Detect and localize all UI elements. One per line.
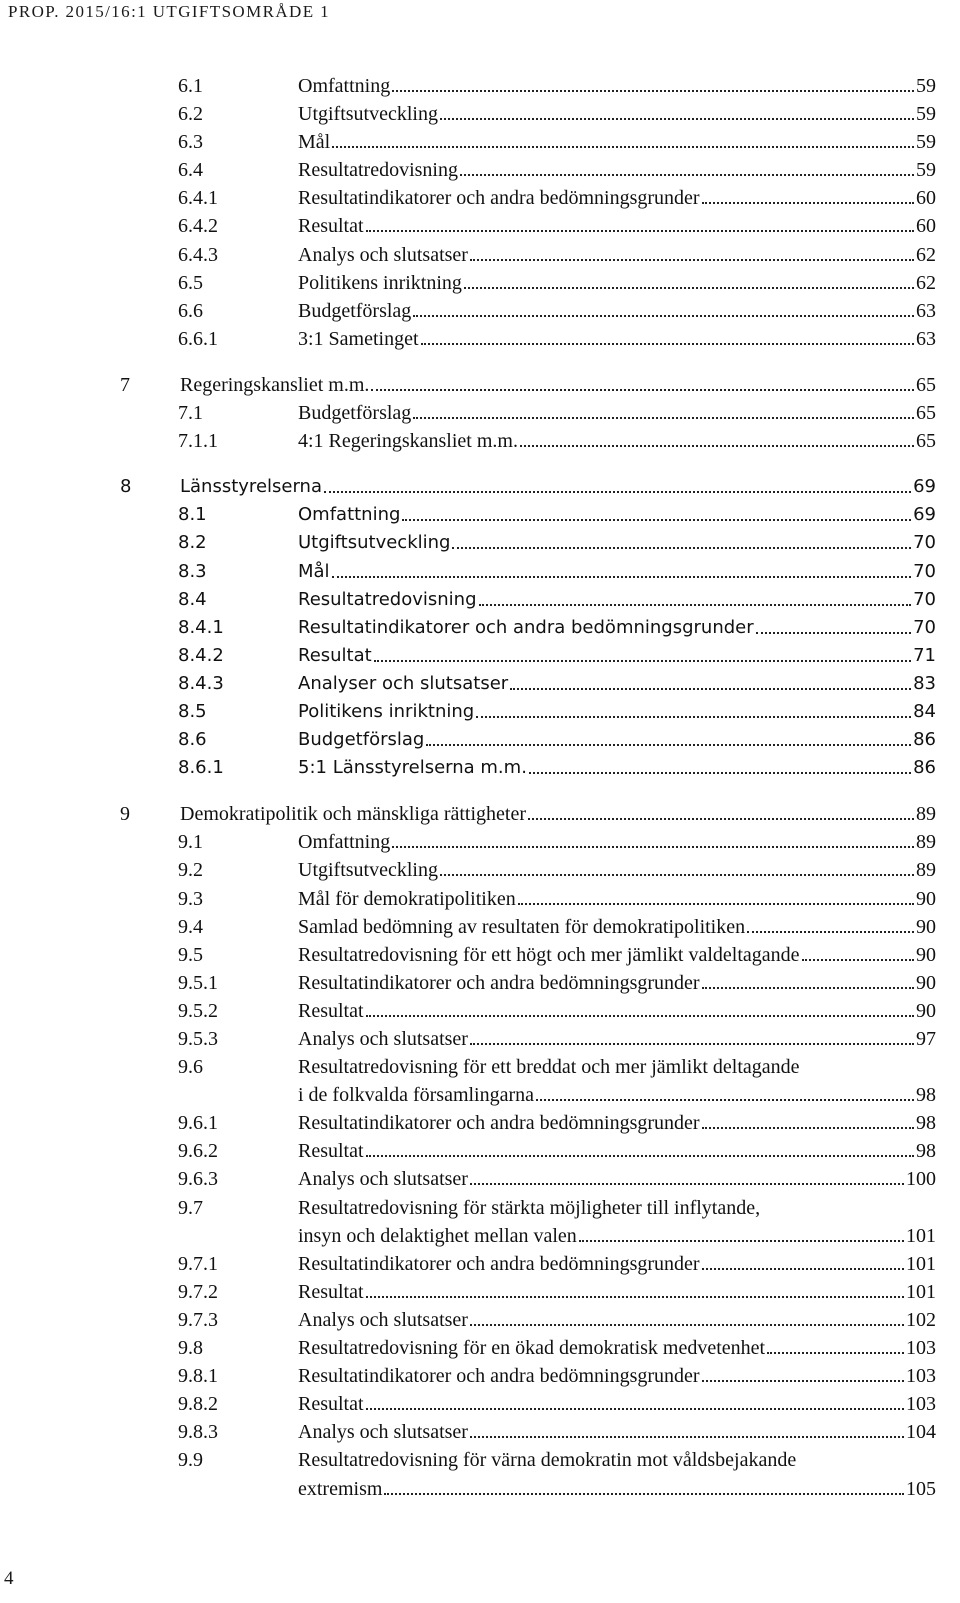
dot-leader — [702, 1109, 914, 1129]
toc-entry-number: 6.1 — [178, 75, 203, 97]
dot-leader — [767, 1334, 904, 1354]
toc-entry-number: 9.7 — [178, 1196, 203, 1219]
toc-entry-number: 9.7.2 — [178, 1280, 218, 1303]
toc-entry-page: 65 — [916, 402, 936, 425]
toc-entry-title: Budgetförslag — [298, 299, 412, 322]
dot-leader — [520, 427, 914, 447]
dot-leader — [479, 586, 912, 606]
toc-entry[interactable] — [0, 1362, 960, 1390]
toc-entry-title: Budgetförslag — [298, 402, 412, 425]
toc-entry-title: Resultat — [298, 1393, 364, 1416]
dot-leader — [421, 325, 914, 345]
dot-leader — [366, 1390, 904, 1410]
toc-entry[interactable] — [0, 670, 960, 698]
toc-entry-title: Politikens inriktning — [298, 700, 475, 722]
dot-leader — [747, 913, 914, 933]
dot-leader — [470, 1025, 914, 1045]
toc-entry[interactable] — [0, 1053, 960, 1081]
toc-entry[interactable] — [0, 1390, 960, 1418]
toc-entry-title: Resultatindikatorer och andra bedömningsgrunder — [298, 1112, 700, 1135]
dot-leader — [392, 72, 914, 92]
dot-leader — [470, 241, 914, 261]
toc-entry[interactable] — [0, 586, 960, 614]
toc-entry[interactable] — [0, 184, 960, 212]
toc-entry[interactable] — [0, 399, 960, 427]
toc-entry-page: 65 — [916, 373, 936, 396]
toc-entry-page: 71 — [913, 644, 936, 666]
toc-entry-page: 98 — [916, 1140, 936, 1163]
toc-entry-title: Budgetförslag — [298, 729, 425, 751]
dot-leader — [460, 156, 914, 176]
toc-entry-title: Resultat — [298, 1280, 364, 1303]
toc-entry-number: 8.4.2 — [178, 644, 224, 666]
toc-entry-page: 86 — [913, 757, 936, 779]
toc-entry-page: 100 — [906, 1168, 936, 1191]
dot-leader — [536, 1081, 914, 1101]
toc-entry[interactable] — [0, 529, 960, 557]
page-number: 4 — [4, 1568, 14, 1589]
toc-entry-number: 9.6.2 — [178, 1140, 218, 1163]
toc-entry-page: 98 — [916, 1112, 936, 1135]
toc-entry[interactable] — [0, 128, 960, 156]
toc-entry-page: 84 — [913, 700, 936, 722]
toc-entry-page: 86 — [913, 729, 936, 751]
toc-entry-number: 9.5.2 — [178, 999, 218, 1022]
toc-entry[interactable] — [0, 1137, 960, 1165]
toc-entry-number: 8.6 — [178, 729, 207, 751]
dot-leader — [802, 941, 914, 961]
toc-entry-number: 6.5 — [178, 271, 203, 294]
toc-entry[interactable] — [0, 614, 960, 642]
toc-entry[interactable] — [0, 1109, 960, 1137]
toc-entry-page: 89 — [916, 803, 936, 826]
dot-leader — [470, 1165, 904, 1185]
toc-entry-number: 9.5.1 — [178, 971, 218, 994]
toc-entry-number: 9.8 — [178, 1337, 203, 1360]
toc-entry[interactable] — [0, 698, 960, 726]
toc-entry-page: 89 — [916, 859, 936, 882]
dot-leader — [371, 371, 914, 391]
dot-leader — [470, 1418, 904, 1438]
toc-entry[interactable] — [0, 1250, 960, 1278]
toc-entry-title: Resultat — [298, 644, 372, 666]
dot-leader — [413, 297, 914, 317]
toc-entry-title: Resultat — [298, 215, 364, 238]
toc-entry-title: Analys och slutsatser — [298, 1028, 468, 1050]
toc-entry[interactable] — [0, 941, 960, 969]
toc-entry[interactable] — [0, 427, 960, 455]
dot-leader — [426, 726, 911, 746]
dot-leader — [470, 1306, 904, 1326]
toc-entry-number: 9.6.1 — [178, 1112, 218, 1135]
dot-leader — [366, 997, 914, 1017]
toc-entry-title: Mål för demokratipolitiken — [298, 887, 516, 910]
dot-leader — [452, 529, 911, 549]
toc-entry-number: 8.4 — [178, 588, 207, 610]
toc-entry-title: Resultat — [298, 1140, 364, 1163]
toc-entry-number: 9.1 — [178, 831, 203, 854]
toc-chapter-entry[interactable] — [0, 473, 960, 501]
toc-entry-number: 9 — [120, 803, 130, 826]
toc-entry[interactable] — [0, 913, 960, 941]
toc-entry-page: 59 — [916, 103, 936, 126]
toc-entry-title: Resultatredovisning — [298, 159, 458, 182]
toc-entry-title: Analys och slutsatser — [298, 1308, 468, 1331]
dot-leader — [528, 800, 914, 820]
toc-chapter-entry[interactable] — [0, 800, 960, 828]
toc-entry-page: 60 — [916, 187, 936, 210]
dot-leader — [324, 473, 911, 493]
toc-entry-number: 9.2 — [178, 859, 203, 882]
toc-entry-title: Länsstyrelserna — [180, 476, 322, 498]
toc-entry[interactable] — [0, 997, 960, 1025]
toc-entry[interactable] — [0, 1194, 960, 1222]
toc-entry-number: 8.2 — [178, 532, 207, 554]
toc-entry-page: 90 — [916, 971, 936, 994]
toc-entry-number: 6.4.2 — [178, 215, 218, 238]
toc-entry-title: Resultatindikatorer och andra bedömningsgrunder — [298, 1252, 700, 1275]
toc-entry-number: 9.7.3 — [178, 1308, 218, 1331]
toc-entry-title-continuation: extremism — [298, 1477, 383, 1500]
dot-leader — [440, 100, 914, 120]
dot-leader — [579, 1222, 904, 1242]
dot-leader — [702, 1250, 904, 1270]
toc-entry-page: 59 — [916, 75, 936, 97]
toc-entry-number: 6.2 — [178, 103, 203, 126]
toc-entry-number: 9.6.3 — [178, 1168, 218, 1191]
toc-entry[interactable] — [0, 885, 960, 913]
dot-leader — [529, 754, 911, 774]
toc-entry-title: Resultat — [298, 999, 364, 1022]
toc-entry-title: Resultatredovisning för värna demokratin mot våldsbejakande — [298, 1449, 797, 1472]
toc-entry[interactable] — [0, 501, 960, 529]
toc-entry[interactable] — [0, 1446, 960, 1474]
toc-entry-title-continuation: insyn och delaktighet mellan valen — [298, 1224, 577, 1247]
toc-entry-page: 101 — [906, 1224, 936, 1247]
toc-entry-title: Utgiftsutveckling — [298, 859, 438, 882]
toc-entry-number: 9.3 — [178, 887, 203, 910]
toc-entry-title: 5:1 Länsstyrelserna m.m. — [298, 757, 527, 779]
toc-entry-title: 4:1 Regeringskansliet m.m. — [298, 430, 518, 453]
toc-entry-title: Utgiftsutveckling — [298, 532, 451, 554]
toc-entry-continuation[interactable] — [0, 1222, 960, 1250]
toc-entry[interactable] — [0, 856, 960, 884]
toc-entry-page: 101 — [906, 1280, 936, 1303]
toc-entry-title: Samlad bedömning av resultaten för demokratipolitiken — [298, 915, 746, 938]
toc-entry[interactable] — [0, 156, 960, 184]
toc-entry-title: Utgiftsutveckling — [298, 103, 438, 126]
toc-entry[interactable] — [0, 241, 960, 269]
toc-entry-page: 105 — [906, 1477, 936, 1500]
toc-entry-title: Regeringskansliet m.m. — [180, 373, 370, 396]
toc-entry[interactable] — [0, 642, 960, 670]
toc-entry-number: 6.4.3 — [178, 243, 218, 266]
running-head: PROP. 2015/16:1 UTGIFTSOMRÅDE 1 — [8, 2, 331, 21]
toc-entry-page: 97 — [916, 1028, 936, 1050]
toc-entry-title: Mål — [298, 131, 331, 154]
dot-leader — [518, 885, 914, 905]
toc-chapter-entry[interactable] — [0, 371, 960, 399]
toc-entry-number: 7.1 — [178, 402, 203, 425]
toc-entry-page: 90 — [916, 943, 936, 966]
toc-entry-page: 103 — [906, 1337, 936, 1360]
toc-entry[interactable] — [0, 1025, 960, 1053]
toc-entry-page: 90 — [916, 915, 936, 938]
toc-entry-page: 62 — [916, 243, 936, 266]
toc-entry-number: 8.1 — [178, 504, 207, 526]
toc-entry-continuation[interactable] — [0, 1081, 960, 1109]
toc-entry-number: 6.4.1 — [178, 187, 218, 210]
toc-entry-title: Resultatindikatorer och andra bedömningsgrunder — [298, 1365, 700, 1388]
toc-entry[interactable] — [0, 1278, 960, 1306]
toc-entry-page: 104 — [906, 1421, 936, 1444]
toc-entry-title: Politikens inriktning — [298, 271, 462, 294]
toc-entry-number: 8.4.3 — [178, 672, 224, 694]
toc-entry-page: 63 — [916, 299, 936, 322]
toc-entry[interactable] — [0, 726, 960, 754]
toc-entry-title: Omfattning — [298, 831, 391, 854]
toc-entry-title: Analys och slutsatser — [298, 1168, 468, 1191]
toc-entry-number: 9.6 — [178, 1056, 203, 1079]
dot-leader — [440, 856, 914, 876]
toc-entry-title: Resultatindikatorer och andra bedömningsgrunder — [298, 187, 700, 210]
dot-leader — [702, 184, 914, 204]
toc-entry[interactable] — [0, 558, 960, 586]
toc-entry-title: Mål — [298, 560, 330, 582]
toc-entry[interactable] — [0, 269, 960, 297]
toc-entry-page: 103 — [906, 1365, 936, 1388]
toc-entry-page: 70 — [913, 588, 936, 610]
toc-entry[interactable] — [0, 72, 960, 100]
toc-entry-page: 103 — [906, 1393, 936, 1416]
toc-entry[interactable] — [0, 297, 960, 325]
dot-leader — [756, 614, 911, 634]
toc-entry-page: 98 — [916, 1084, 936, 1107]
toc-entry[interactable] — [0, 1165, 960, 1193]
section-gap — [0, 353, 960, 371]
toc-entry-page: 69 — [913, 504, 936, 526]
toc-entry-page: 83 — [913, 672, 936, 694]
dot-leader — [332, 558, 912, 578]
toc-entry-page: 59 — [916, 159, 936, 182]
toc-entry-title: Omfattning — [298, 504, 401, 526]
dot-leader — [702, 969, 914, 989]
dot-leader — [332, 128, 914, 148]
dot-leader — [366, 1137, 914, 1157]
dot-leader — [366, 1278, 904, 1298]
toc-entry[interactable] — [0, 325, 960, 353]
toc-entry[interactable] — [0, 828, 960, 856]
toc-entry-number: 8.5 — [178, 700, 207, 722]
toc-entry-title: Resultatredovisning för ett breddat och mer jämlikt deltagande — [298, 1056, 800, 1079]
toc-entry-page: 60 — [916, 215, 936, 238]
toc-entry-title: Analyser och slutsatser — [298, 672, 509, 694]
dot-leader — [702, 1362, 904, 1382]
toc-entry-number: 8.3 — [178, 560, 207, 582]
toc-entry[interactable] — [0, 969, 960, 997]
toc-entry[interactable] — [0, 1306, 960, 1334]
toc-entry-number: 8.6.1 — [178, 757, 224, 779]
toc-entry-number: 9.8.2 — [178, 1393, 218, 1416]
toc-entry-number: 6.3 — [178, 131, 203, 154]
toc-entry-continuation[interactable] — [0, 1475, 960, 1503]
dot-leader — [464, 269, 914, 289]
toc-entry-page: 70 — [913, 560, 936, 582]
toc-entry-title: Resultatredovisning för ett högt och mer jämlikt valdeltagande — [298, 943, 800, 966]
toc-entry-title: Resultatindikatorer och andra bedömningsgrunder — [298, 616, 754, 638]
toc-entry-page: 101 — [906, 1252, 936, 1275]
toc-entry-page: 69 — [913, 476, 936, 498]
toc-entry[interactable] — [0, 1418, 960, 1446]
toc-entry-number: 9.7.1 — [178, 1252, 218, 1275]
toc-entry-page: 65 — [916, 430, 936, 453]
toc-entry-number: 7.1.1 — [178, 430, 218, 453]
table-of-contents — [0, 72, 960, 1503]
toc-entry-page: 102 — [906, 1308, 936, 1331]
toc-entry-page: 89 — [916, 831, 936, 854]
toc-entry-title: Analys och slutsatser — [298, 1421, 468, 1444]
section-gap — [0, 455, 960, 473]
dot-leader — [402, 501, 911, 521]
toc-entry-title: Omfattning — [298, 75, 391, 97]
dot-leader — [413, 399, 914, 419]
toc-entry-page: 63 — [916, 327, 936, 350]
toc-entry-title: Demokratipolitik och mänskliga rättigheter — [180, 803, 527, 826]
toc-entry-page: 90 — [916, 887, 936, 910]
toc-entry-number: 6.6.1 — [178, 327, 218, 350]
toc-entry-number: 9.5.3 — [178, 1028, 218, 1050]
toc-entry-number: 6.6 — [178, 299, 203, 322]
toc-entry-title: Resultatredovisning för en ökad demokratisk medvetenhet — [298, 1337, 766, 1360]
toc-entry[interactable] — [0, 100, 960, 128]
toc-entry-number: 7 — [120, 373, 130, 396]
toc-entry-title: 3:1 Sametinget — [298, 327, 419, 350]
toc-entry-title: Resultatredovisning — [298, 588, 477, 610]
toc-entry-number: 9.5 — [178, 943, 203, 966]
toc-entry-title: Resultatindikatorer och andra bedömningsgrunder — [298, 971, 700, 994]
toc-entry-number: 8.4.1 — [178, 616, 224, 638]
toc-entry-page: 62 — [916, 271, 936, 294]
toc-entry-number: 9.8.3 — [178, 1421, 218, 1444]
dot-leader — [510, 670, 911, 690]
section-gap — [0, 782, 960, 800]
toc-entry-number: 6.4 — [178, 159, 203, 182]
dot-leader — [392, 828, 914, 848]
toc-entry-page: 70 — [913, 532, 936, 554]
toc-entry[interactable] — [0, 212, 960, 240]
dot-leader — [476, 698, 911, 718]
toc-entry-page: 59 — [916, 131, 936, 154]
toc-entry-number: 9.9 — [178, 1449, 203, 1472]
toc-entry-title: Analys och slutsatser — [298, 243, 468, 266]
toc-entry-number: 8 — [120, 476, 132, 498]
dot-leader — [366, 212, 914, 232]
toc-entry-page: 70 — [913, 616, 936, 638]
toc-entry-title-continuation: i de folkvalda församlingarna — [298, 1084, 535, 1107]
toc-entry[interactable] — [0, 1334, 960, 1362]
toc-entry-page: 90 — [916, 999, 936, 1022]
toc-entry[interactable] — [0, 754, 960, 782]
dot-leader — [384, 1475, 904, 1495]
toc-entry-title: Resultatredovisning för stärkta möjligheter till inflytande, — [298, 1196, 761, 1219]
dot-leader — [374, 642, 911, 662]
toc-entry-number: 9.4 — [178, 915, 203, 938]
toc-entry-number: 9.8.1 — [178, 1365, 218, 1388]
